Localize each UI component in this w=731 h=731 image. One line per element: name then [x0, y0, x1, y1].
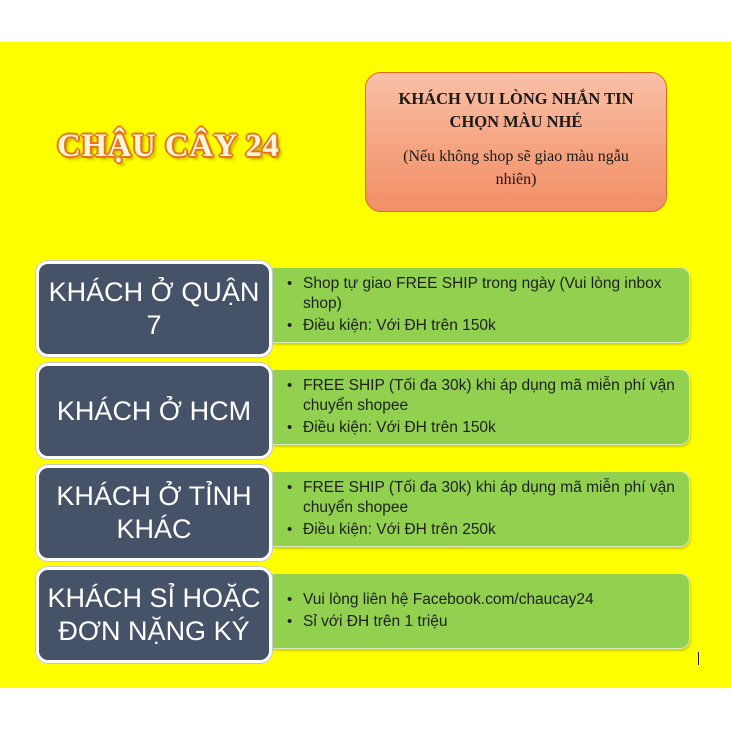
bullet-item: • Điều kiện: Với ĐH trên 150k — [303, 316, 675, 336]
color-notice-box — [365, 72, 667, 212]
bullet-list — [303, 589, 675, 634]
row-detail-box — [266, 267, 690, 343]
notice-heading: KHÁCH VUI LÒNG NHẮN TIN CHỌN MÀU NHÉ — [398, 89, 634, 131]
row-detail-box — [266, 573, 690, 649]
row-label-box: KHÁCH SỈ HOẶC ĐƠN NẶNG KÝ — [36, 567, 272, 663]
bullet-item: • Sỉ với ĐH trên 1 triệu — [303, 612, 675, 632]
bullet-list — [303, 273, 675, 338]
row-detail-box — [266, 369, 690, 445]
text-cursor-mark — [698, 652, 699, 665]
shipping-row-district-7 — [0, 261, 731, 357]
bullet-list — [303, 375, 675, 440]
notice-subtext: (Nếu không shop sẽ giao màu ngẫu nhiên) — [403, 148, 629, 188]
bullet-item: • FREE SHIP (Tối đa 30k) khi áp dụng mã miễn phí vận chuyển shopee — [303, 376, 675, 416]
shipping-row-wholesale — [0, 567, 731, 663]
row-label-box: KHÁCH Ở QUẬN 7 — [36, 261, 272, 357]
row-label-box: KHÁCH Ở TỈNH KHÁC — [36, 465, 272, 561]
row-label-box: KHÁCH Ở HCM — [36, 363, 272, 459]
bullet-item: • Điều kiện: Với ĐH trên 250k — [303, 520, 675, 540]
bullet-item: • FREE SHIP (Tối đa 30k) khi áp dụng mã miễn phí vận chuyển shopee — [303, 478, 675, 518]
bullet-item: • Vui lòng liên hệ Facebook.com/chaucay24 — [303, 590, 675, 610]
bullet-list — [303, 477, 675, 542]
shipping-row-other-provinces — [0, 465, 731, 561]
shipping-row-hcm — [0, 363, 731, 459]
brand-title: CHẬU CÂY 24 — [57, 128, 280, 164]
row-detail-box — [266, 471, 690, 547]
bullet-item: • Shop tự giao FREE SHIP trong ngày (Vui lòng inbox shop) — [303, 274, 675, 314]
bullet-item: • Điều kiện: Với ĐH trên 150k — [303, 418, 675, 438]
